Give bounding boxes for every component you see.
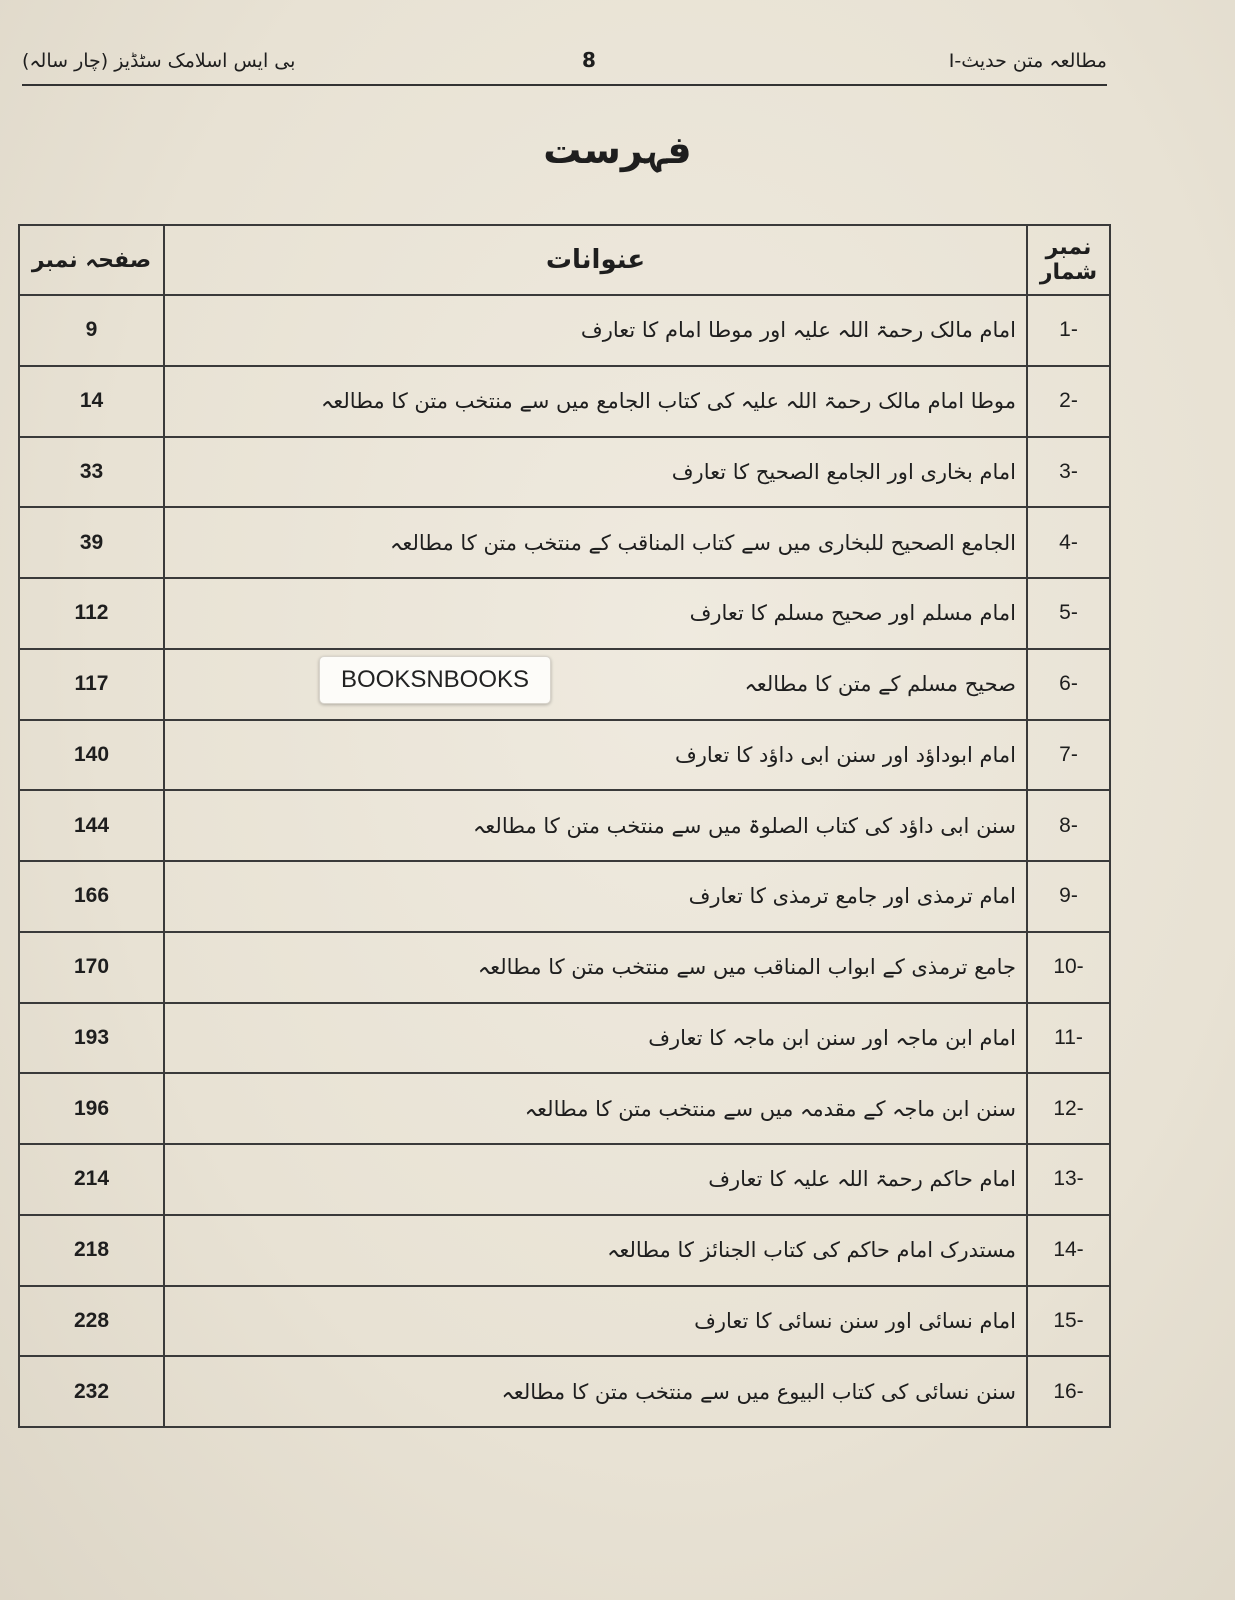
row-number: -6 — [1027, 649, 1110, 720]
row-page-number: 14 — [19, 366, 164, 437]
row-page-number: 170 — [19, 932, 164, 1003]
course-title: مطالعہ متن حدیث-I — [948, 50, 1107, 72]
row-number: -10 — [1027, 932, 1110, 1003]
row-page-number: 144 — [19, 790, 164, 861]
row-page-number: 214 — [19, 1144, 164, 1215]
row-title: امام مسلم اور صحیح مسلم کا تعارف — [164, 578, 1027, 649]
row-page-number: 196 — [19, 1073, 164, 1144]
row-number: -16 — [1027, 1356, 1110, 1427]
row-number: -7 — [1027, 720, 1110, 791]
row-title: امام مالک رحمۃ اللہ علیہ اور موطا امام کا تعارف — [164, 295, 1027, 366]
row-title: جامع ترمذی کے ابواب المناقب میں سے منتخب متن کا مطالعہ — [164, 932, 1027, 1003]
table-row — [19, 1073, 1110, 1144]
page-number: 8 — [582, 48, 596, 72]
table-row — [19, 649, 1110, 720]
row-number: -11 — [1027, 1003, 1110, 1074]
row-number: -3 — [1027, 437, 1110, 508]
row-number: -1 — [1027, 295, 1110, 366]
table-row — [19, 578, 1110, 649]
row-title: امام ابن ماجہ اور سنن ابن ماجہ کا تعارف — [164, 1003, 1027, 1074]
column-header-title: عنوانات — [164, 225, 1027, 295]
row-title: امام بخاری اور الجامع الصحیح کا تعارف — [164, 437, 1027, 508]
column-header-number: نمبر شمار — [1027, 225, 1110, 295]
row-title: موطا امام مالک رحمۃ اللہ علیہ کی کتاب الجامع میں سے منتخب متن کا مطالعہ — [164, 366, 1027, 437]
row-title: صحیح مسلم کے متن کا مطالعہ — [164, 649, 1027, 720]
row-page-number: 39 — [19, 507, 164, 578]
row-number: -9 — [1027, 861, 1110, 932]
row-number: -8 — [1027, 790, 1110, 861]
table-row — [19, 861, 1110, 932]
row-number: -15 — [1027, 1286, 1110, 1357]
row-number: -5 — [1027, 578, 1110, 649]
row-page-number: 140 — [19, 720, 164, 791]
row-page-number: 228 — [19, 1286, 164, 1357]
row-number: -13 — [1027, 1144, 1110, 1215]
page-heading: فہرست — [543, 128, 692, 172]
row-page-number: 117 — [19, 649, 164, 720]
row-page-number: 33 — [19, 437, 164, 508]
row-title: مستدرک امام حاکم کی کتاب الجنائز کا مطالعہ — [164, 1215, 1027, 1286]
row-title: سنن ابی داؤد کی کتاب الصلوۃ میں سے منتخب متن کا مطالعہ — [164, 790, 1027, 861]
column-header-page: صفحہ نمبر — [19, 225, 164, 295]
row-page-number: 218 — [19, 1215, 164, 1286]
row-title: امام ترمذی اور جامع ترمذی کا تعارف — [164, 861, 1027, 932]
row-page-number: 232 — [19, 1356, 164, 1427]
table-row — [19, 720, 1110, 791]
table-row — [19, 790, 1110, 861]
row-page-number: 166 — [19, 861, 164, 932]
row-number: -12 — [1027, 1073, 1110, 1144]
row-page-number: 112 — [19, 578, 164, 649]
table-row — [19, 507, 1110, 578]
running-header — [22, 44, 1107, 86]
row-title: الجامع الصحیح للبخاری میں سے کتاب المناقب کے منتخب متن کا مطالعہ — [164, 507, 1027, 578]
table-row — [19, 1144, 1110, 1215]
table-row — [19, 1003, 1110, 1074]
table-row — [19, 366, 1110, 437]
table-row — [19, 437, 1110, 508]
table-header-row — [19, 225, 1110, 295]
watermark-label: BOOKSNBOOKS — [319, 656, 551, 704]
table-row — [19, 932, 1110, 1003]
row-title: امام نسائی اور سنن نسائی کا تعارف — [164, 1286, 1027, 1357]
table-row — [19, 1215, 1110, 1286]
row-number: -2 — [1027, 366, 1110, 437]
row-title: امام حاکم رحمۃ اللہ علیہ کا تعارف — [164, 1144, 1027, 1215]
row-title: سنن نسائی کی کتاب البیوع میں سے منتخب متن کا مطالعہ — [164, 1356, 1027, 1427]
row-number: -14 — [1027, 1215, 1110, 1286]
row-title: امام ابوداؤد اور سنن ابی داؤد کا تعارف — [164, 720, 1027, 791]
row-title: سنن ابن ماجہ کے مقدمہ میں سے منتخب متن کا مطالعہ — [164, 1073, 1027, 1144]
row-page-number: 9 — [19, 295, 164, 366]
program-title: بی ایس اسلامک سٹڈیز (چار سالہ) — [22, 50, 296, 72]
table-row — [19, 1286, 1110, 1357]
table-row — [19, 1356, 1110, 1427]
contents-table-body — [19, 295, 1110, 1427]
contents-table — [18, 224, 1111, 1428]
row-number: -4 — [1027, 507, 1110, 578]
table-row — [19, 295, 1110, 366]
row-page-number: 193 — [19, 1003, 164, 1074]
